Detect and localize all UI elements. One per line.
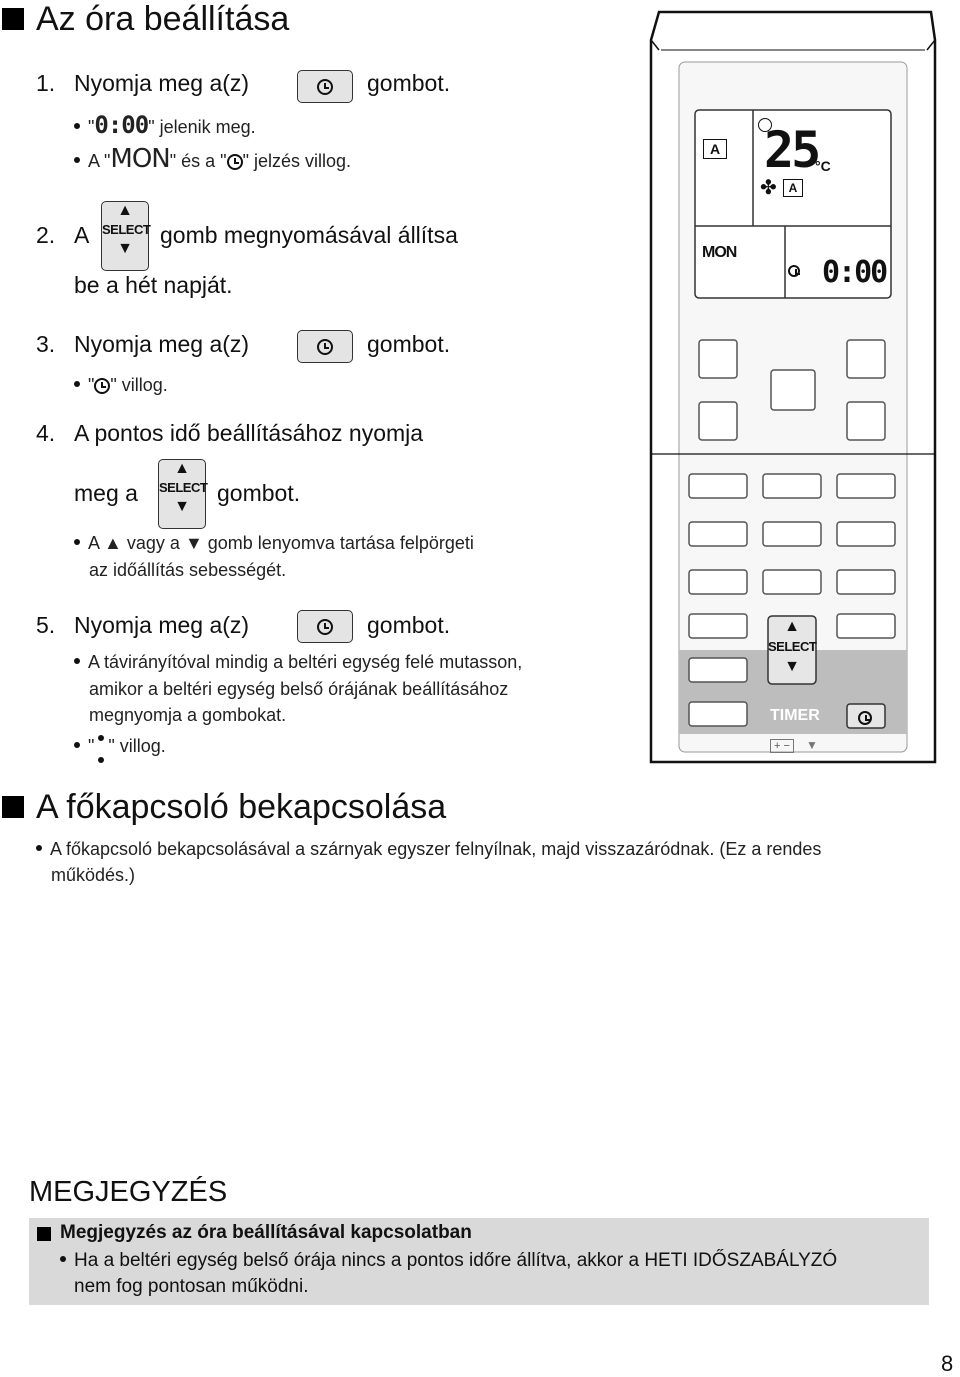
- lcd-time-icon: 0:00: [94, 111, 149, 139]
- bullet-icon: [74, 381, 80, 387]
- step-4-text-end: gombot.: [217, 480, 301, 506]
- bullet-text: A főkapcsoló bekapcsolásával a szárnyak egyszer felnyílnak, majd visszazáródnak. (Ez a rendes: [50, 839, 822, 859]
- lcd-time: 0:00: [822, 255, 887, 290]
- clock-button: [297, 610, 353, 643]
- triangle-down-icon: ▼: [184, 533, 203, 553]
- page-number: 8: [941, 1351, 954, 1376]
- select-label: SELECT: [102, 222, 151, 237]
- bullet-text: A: [88, 533, 100, 553]
- triangle-down-icon: ▼: [117, 240, 133, 257]
- clock-icon: [317, 339, 333, 355]
- clock-icon: [227, 154, 243, 170]
- note-bullet: [60, 1248, 837, 1274]
- battery-icon: [770, 739, 794, 753]
- step-5-text-end: gombot.: [367, 612, 451, 638]
- clock-button: [297, 70, 353, 103]
- day-label: MON: [110, 144, 170, 174]
- triangle-down-icon: ▼: [806, 738, 818, 752]
- remote-clock-button: [858, 709, 872, 727]
- section-marker-icon: [2, 8, 24, 30]
- clock-icon: [94, 378, 110, 394]
- clock-icon: [858, 711, 872, 725]
- step-5-number: 5.: [36, 612, 56, 638]
- step-4-bullet-1: [74, 530, 474, 556]
- clock-icon: [317, 79, 333, 95]
- lcd-day: MON: [702, 244, 737, 261]
- bullet-icon: [36, 845, 42, 851]
- bullet-text: " villog.: [110, 375, 168, 395]
- triangle-up-icon: ▲: [104, 533, 122, 553]
- bullet-text: " villog.: [108, 736, 166, 756]
- select-button: [158, 459, 206, 529]
- main-switch-bullet-line2: működés.): [51, 865, 136, 885]
- clock-icon: [788, 265, 800, 277]
- fan-badge-text: A: [788, 181, 798, 195]
- clock-button: [297, 330, 353, 363]
- step-2-text-line2: be a hét napját.: [74, 272, 233, 298]
- bullet-text: gomb lenyomva tartása felpörgeti: [207, 533, 474, 553]
- step-5-bullet-1-line2: amikor a beltéri egység belső órájának beállításához: [89, 679, 509, 699]
- lcd-fan-badge: [783, 179, 803, 197]
- step-1-bullet-2: [74, 146, 351, 174]
- section-marker-icon: [2, 796, 24, 818]
- triangle-down-icon: ▼: [784, 658, 800, 675]
- bullet-text: ": [88, 736, 95, 756]
- step-2-text: A: [74, 222, 90, 248]
- bullet-icon: [60, 1256, 66, 1262]
- step-3-text-end: gombot.: [367, 331, 451, 357]
- note-text: Ha a beltéri egység belső órája nincs a pontos időre állítva, akkor a HETI IDŐSZABÁLYZÓ: [74, 1250, 838, 1271]
- triangle-up-icon: ▲: [784, 618, 800, 635]
- bullet-text: A ": [88, 151, 111, 171]
- step-2-number: 2.: [36, 222, 56, 248]
- mode-badge-text: A: [709, 141, 721, 157]
- lcd-temperature: 25: [764, 121, 819, 179]
- section-title-clock: Az óra beállítása: [36, 0, 290, 38]
- step-4-bullet-1-line2: az időállítás sebességét.: [89, 560, 287, 580]
- step-1-number: 1.: [36, 70, 56, 96]
- step-1-text-end: gombot.: [367, 70, 451, 96]
- step-1-text: Nyomja meg a(z): [74, 70, 250, 96]
- lcd-mode-badge: [703, 139, 727, 159]
- bullet-icon: [74, 157, 80, 163]
- note-heading: MEGJEGYZÉS: [29, 1176, 228, 1208]
- step-4-text-2: meg a: [74, 480, 138, 506]
- remote-select-label: SELECT: [768, 639, 817, 654]
- lcd-temperature-unit: °C: [815, 158, 831, 174]
- step-2-text-end: gomb megnyomásával állítsa: [160, 222, 458, 248]
- section-title-main-switch: A főkapcsoló bekapcsolása: [36, 788, 447, 826]
- bullet-text: " és a ": [169, 151, 227, 171]
- bullet-text: ": [88, 375, 95, 395]
- triangle-down-icon: ▼: [174, 498, 190, 515]
- bullet-icon: [74, 539, 80, 545]
- note-marker-icon: [37, 1227, 51, 1241]
- main-switch-bullet: [36, 836, 821, 862]
- step-3-number: 3.: [36, 331, 56, 357]
- step-5-bullet-2: [74, 733, 166, 759]
- quote: ": [88, 117, 95, 137]
- note-subheading: Megjegyzés az óra beállításával kapcsolatban: [60, 1222, 472, 1243]
- select-label: SELECT: [159, 480, 208, 495]
- step-5-bullet-1-line3: megnyomja a gombokat.: [89, 705, 287, 725]
- battery-text: + −: [774, 740, 790, 752]
- bullet-icon: [74, 742, 80, 748]
- step-5-text: Nyomja meg a(z): [74, 612, 250, 638]
- triangle-up-icon: ▲: [117, 202, 133, 219]
- step-4-number: 4.: [36, 420, 56, 446]
- step-3-text: Nyomja meg a(z): [74, 331, 250, 357]
- bullet-icon: [74, 658, 80, 664]
- step-1-bullet-1: [74, 112, 256, 140]
- step-5-bullet-1: [74, 649, 522, 675]
- clock-icon: [317, 619, 333, 635]
- bullet-text: " jelzés villog.: [242, 151, 352, 171]
- note-bullet-line2: nem fog pontosan működni.: [74, 1276, 309, 1297]
- remote-timer-label: TIMER: [770, 707, 820, 724]
- select-button: [101, 201, 149, 271]
- triangle-up-icon: ▲: [174, 460, 190, 477]
- remote-select-button: [768, 617, 816, 685]
- bullet-text: jelenik meg.: [159, 117, 256, 137]
- bullet-text: A távirányítóval mindig a beltéri egység felé mutasson,: [88, 652, 523, 672]
- lcd-clock-icon: [788, 262, 800, 280]
- fan-icon: ✤: [760, 177, 777, 199]
- colon-dots-icon: [94, 733, 108, 759]
- step-4-text: A pontos idő beállításához nyomja: [74, 420, 424, 446]
- bullet-text: vagy a: [126, 533, 180, 553]
- quote: ": [148, 117, 155, 137]
- step-3-bullet-1: [74, 372, 168, 398]
- bullet-icon: [74, 123, 80, 129]
